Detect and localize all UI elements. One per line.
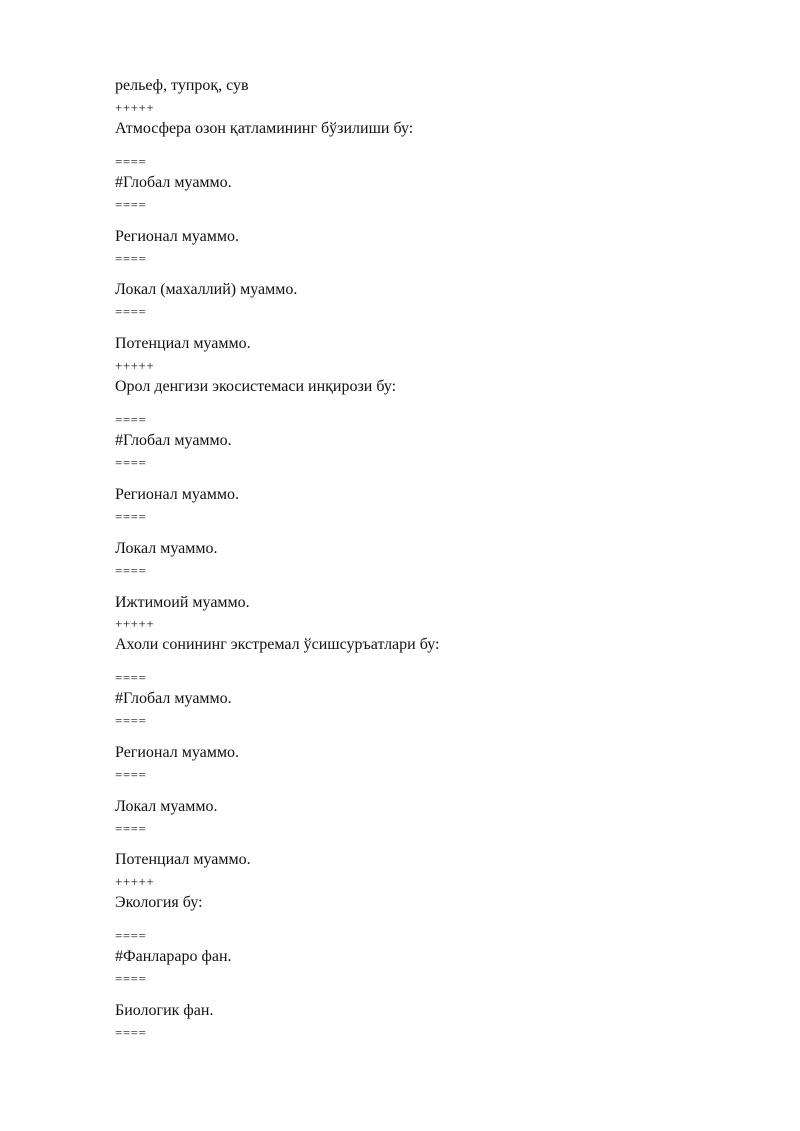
question-text: Орол денгизи экосистемаси инқирози бу:	[115, 378, 397, 395]
question-text: Экология бу:	[115, 894, 203, 911]
option-separator: ====	[115, 563, 147, 578]
answer-option: Регионал муаммо.	[115, 744, 239, 761]
question-text: Ахоли сонининг экстремал ўсишсуръатлари бу:	[115, 636, 440, 653]
answer-option: Локал муаммо.	[115, 798, 218, 815]
option-separator: ====	[115, 928, 147, 943]
question-text: Атмосфера озон қатламининг бўзилиши бу:	[115, 120, 414, 137]
answer-option: Биологик фан.	[115, 1002, 214, 1019]
option-separator: ====	[115, 197, 147, 212]
answer-option: Потенциал муаммо.	[115, 851, 251, 868]
correct-answer-option: #Глобал муаммо.	[115, 690, 232, 707]
question-separator: +++++	[115, 100, 155, 115]
option-separator: ====	[115, 509, 147, 524]
question-separator: +++++	[115, 616, 155, 631]
option-separator: ====	[115, 455, 147, 470]
option-separator: ====	[115, 1025, 147, 1040]
option-separator: ====	[115, 821, 147, 836]
question-separator: +++++	[115, 358, 155, 373]
answer-option: Локал муаммо.	[115, 540, 218, 557]
option-separator: ====	[115, 251, 147, 266]
answer-option: Регионал муаммо.	[115, 228, 239, 245]
correct-answer-option: #Фанлараро фан.	[115, 948, 232, 965]
option-separator: ====	[115, 971, 147, 986]
option-separator: ====	[115, 304, 147, 319]
answer-option: Регионал муаммо.	[115, 486, 239, 503]
question-separator: +++++	[115, 874, 155, 889]
answer-option: Ижтимоий муаммо.	[115, 594, 250, 611]
correct-answer-option: #Глобал муаммо.	[115, 432, 232, 449]
answer-option: Локал (махаллий) муаммо.	[115, 281, 298, 298]
option-separator: ====	[115, 767, 147, 782]
correct-answer-option: #Глобал муаммо.	[115, 174, 232, 191]
option-separator: ====	[115, 154, 147, 169]
option-separator: ====	[115, 670, 147, 685]
answer-option-line: рельеф, тупроқ, сув	[115, 77, 249, 94]
answer-option: Потенциал муаммо.	[115, 335, 251, 352]
option-separator: ====	[115, 713, 147, 728]
option-separator: ====	[115, 412, 147, 427]
